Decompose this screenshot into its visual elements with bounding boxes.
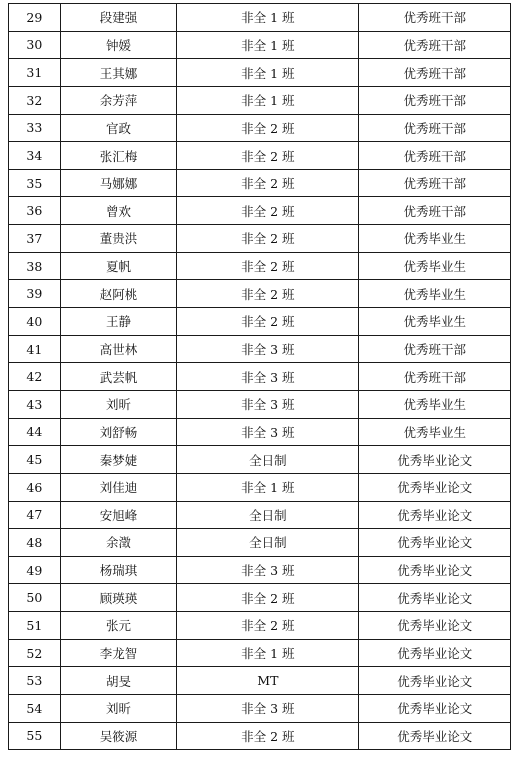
class-cell: 非全 1 班 [177, 639, 359, 667]
row-number-cell: 39 [9, 280, 61, 308]
award-cell: 优秀毕业论文 [359, 667, 511, 695]
award-cell: 优秀毕业论文 [359, 556, 511, 584]
student-name-cell: 安旭峰 [60, 501, 177, 529]
award-cell: 优秀班干部 [359, 114, 511, 142]
student-name-cell: 赵阿桃 [60, 280, 177, 308]
row-number-cell: 45 [9, 446, 61, 474]
table-row [9, 4, 511, 32]
student-name-cell: 杨瑞琪 [60, 556, 177, 584]
table-row [9, 695, 511, 723]
class-cell: 非全 2 班 [177, 142, 359, 170]
table-row [9, 418, 511, 446]
class-cell: 非全 1 班 [177, 31, 359, 59]
student-name-cell: 高世林 [60, 335, 177, 363]
table-row [9, 501, 511, 529]
awards-table [8, 3, 511, 750]
row-number-cell: 51 [9, 612, 61, 640]
student-name-cell: 马娜娜 [60, 169, 177, 197]
row-number-cell: 35 [9, 169, 61, 197]
row-number-cell: 41 [9, 335, 61, 363]
award-cell: 优秀毕业生 [359, 418, 511, 446]
table-row [9, 473, 511, 501]
award-cell: 优秀班干部 [359, 4, 511, 32]
row-number-cell: 38 [9, 252, 61, 280]
row-number-cell: 31 [9, 59, 61, 87]
row-number-cell: 52 [9, 639, 61, 667]
row-number-cell: 55 [9, 722, 61, 750]
award-cell: 优秀毕业论文 [359, 695, 511, 723]
awards-table-body [9, 4, 511, 750]
student-name-cell: 曾欢 [60, 197, 177, 225]
table-row [9, 335, 511, 363]
row-number-cell: 40 [9, 308, 61, 336]
table-row [9, 197, 511, 225]
student-name-cell: 夏帆 [60, 252, 177, 280]
award-cell: 优秀毕业论文 [359, 584, 511, 612]
class-cell: 非全 2 班 [177, 197, 359, 225]
row-number-cell: 49 [9, 556, 61, 584]
class-cell: 非全 2 班 [177, 280, 359, 308]
class-cell: MT [177, 667, 359, 695]
award-cell: 优秀毕业论文 [359, 501, 511, 529]
table-row [9, 59, 511, 87]
student-name-cell: 刘昕 [60, 390, 177, 418]
row-number-cell: 30 [9, 31, 61, 59]
row-number-cell: 36 [9, 197, 61, 225]
class-cell: 非全 2 班 [177, 225, 359, 253]
award-cell: 优秀毕业论文 [359, 722, 511, 750]
student-name-cell: 武芸帆 [60, 363, 177, 391]
table-row [9, 612, 511, 640]
student-name-cell: 刘昕 [60, 695, 177, 723]
table-row [9, 252, 511, 280]
award-cell: 优秀班干部 [359, 86, 511, 114]
student-name-cell: 王静 [60, 308, 177, 336]
row-number-cell: 43 [9, 390, 61, 418]
student-name-cell: 顾瑛瑛 [60, 584, 177, 612]
award-cell: 优秀毕业论文 [359, 473, 511, 501]
student-name-cell: 胡旻 [60, 667, 177, 695]
row-number-cell: 54 [9, 695, 61, 723]
table-row [9, 31, 511, 59]
class-cell: 非全 2 班 [177, 252, 359, 280]
class-cell: 非全 2 班 [177, 612, 359, 640]
student-name-cell: 余芳萍 [60, 86, 177, 114]
class-cell: 非全 3 班 [177, 335, 359, 363]
class-cell: 非全 1 班 [177, 86, 359, 114]
class-cell: 非全 2 班 [177, 114, 359, 142]
table-row [9, 556, 511, 584]
table-row [9, 169, 511, 197]
awards-table-container [8, 3, 511, 750]
row-number-cell: 32 [9, 86, 61, 114]
table-row [9, 529, 511, 557]
table-row [9, 446, 511, 474]
row-number-cell: 50 [9, 584, 61, 612]
class-cell: 全日制 [177, 446, 359, 474]
row-number-cell: 33 [9, 114, 61, 142]
student-name-cell: 官政 [60, 114, 177, 142]
student-name-cell: 刘佳迪 [60, 473, 177, 501]
award-cell: 优秀班干部 [359, 31, 511, 59]
class-cell: 非全 3 班 [177, 363, 359, 391]
table-row [9, 308, 511, 336]
class-cell: 非全 3 班 [177, 418, 359, 446]
award-cell: 优秀毕业论文 [359, 639, 511, 667]
table-row [9, 86, 511, 114]
table-row [9, 667, 511, 695]
award-cell: 优秀毕业生 [359, 308, 511, 336]
table-row [9, 363, 511, 391]
award-cell: 优秀班干部 [359, 169, 511, 197]
table-row [9, 584, 511, 612]
award-cell: 优秀毕业论文 [359, 612, 511, 640]
student-name-cell: 余澂 [60, 529, 177, 557]
row-number-cell: 44 [9, 418, 61, 446]
class-cell: 非全 3 班 [177, 390, 359, 418]
table-row [9, 114, 511, 142]
row-number-cell: 42 [9, 363, 61, 391]
award-cell: 优秀班干部 [359, 142, 511, 170]
class-cell: 非全 3 班 [177, 556, 359, 584]
class-cell: 非全 2 班 [177, 584, 359, 612]
row-number-cell: 53 [9, 667, 61, 695]
award-cell: 优秀毕业生 [359, 390, 511, 418]
row-number-cell: 29 [9, 4, 61, 32]
row-number-cell: 47 [9, 501, 61, 529]
table-row [9, 280, 511, 308]
class-cell: 非全 1 班 [177, 59, 359, 87]
award-cell: 优秀班干部 [359, 363, 511, 391]
student-name-cell: 董贵洪 [60, 225, 177, 253]
student-name-cell: 张元 [60, 612, 177, 640]
student-name-cell: 王其娜 [60, 59, 177, 87]
award-cell: 优秀毕业论文 [359, 446, 511, 474]
table-row [9, 390, 511, 418]
student-name-cell: 段建强 [60, 4, 177, 32]
row-number-cell: 37 [9, 225, 61, 253]
student-name-cell: 钟媛 [60, 31, 177, 59]
row-number-cell: 34 [9, 142, 61, 170]
class-cell: 非全 1 班 [177, 4, 359, 32]
award-cell: 优秀毕业生 [359, 225, 511, 253]
table-row [9, 639, 511, 667]
award-cell: 优秀毕业生 [359, 280, 511, 308]
student-name-cell: 刘舒畅 [60, 418, 177, 446]
table-row [9, 225, 511, 253]
student-name-cell: 李龙智 [60, 639, 177, 667]
award-cell: 优秀班干部 [359, 335, 511, 363]
class-cell: 非全 2 班 [177, 308, 359, 336]
class-cell: 非全 1 班 [177, 473, 359, 501]
row-number-cell: 46 [9, 473, 61, 501]
student-name-cell: 秦梦婕 [60, 446, 177, 474]
award-cell: 优秀班干部 [359, 59, 511, 87]
student-name-cell: 张汇梅 [60, 142, 177, 170]
class-cell: 非全 2 班 [177, 169, 359, 197]
class-cell: 非全 2 班 [177, 722, 359, 750]
award-cell: 优秀毕业论文 [359, 529, 511, 557]
row-number-cell: 48 [9, 529, 61, 557]
table-row [9, 142, 511, 170]
table-row [9, 722, 511, 750]
award-cell: 优秀班干部 [359, 197, 511, 225]
class-cell: 全日制 [177, 501, 359, 529]
student-name-cell: 吴筱源 [60, 722, 177, 750]
award-cell: 优秀毕业生 [359, 252, 511, 280]
class-cell: 非全 3 班 [177, 695, 359, 723]
class-cell: 全日制 [177, 529, 359, 557]
